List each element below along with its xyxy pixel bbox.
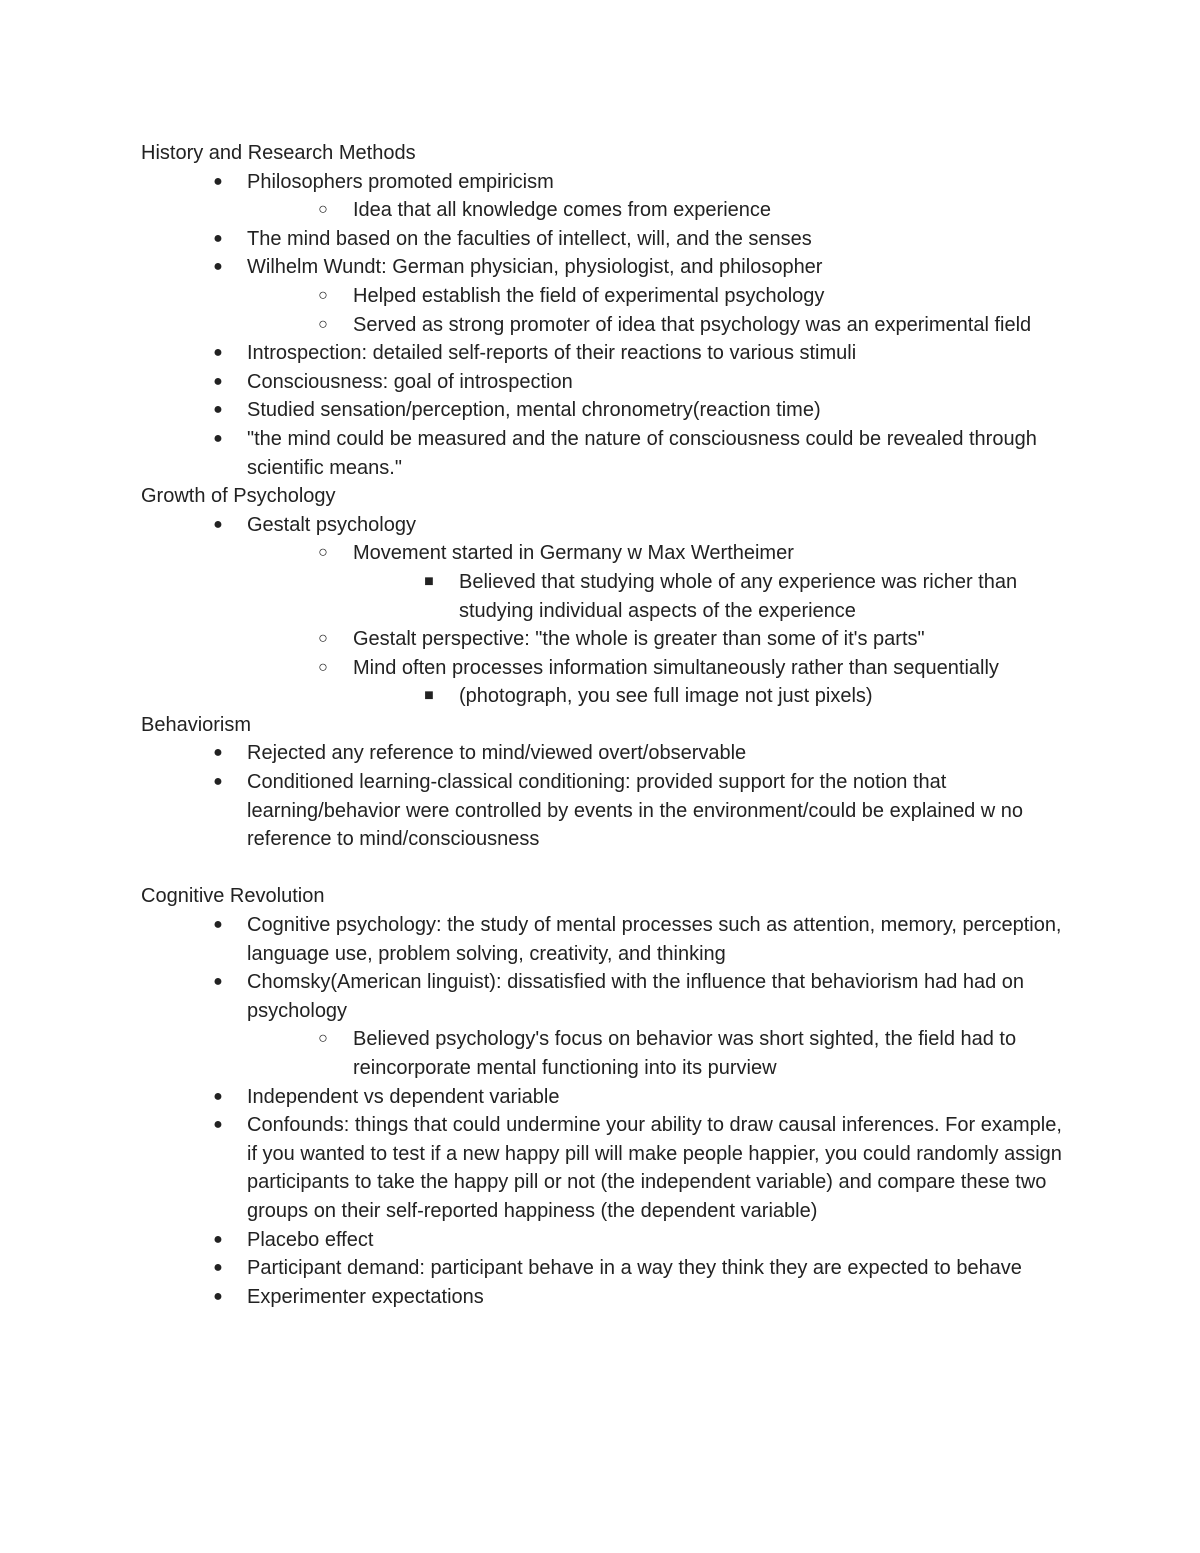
bullet-disc-icon: ● <box>213 1287 223 1305</box>
bullet-circle-icon: ○ <box>318 658 328 676</box>
list-item-text: Independent vs dependent variable <box>247 1085 560 1108</box>
list-item-text: Mind often processes information simultaneously rather than sequentially <box>353 656 999 679</box>
notes-content <box>141 139 1071 1311</box>
list-item <box>141 682 1071 711</box>
bullet-disc-icon: ● <box>213 344 223 362</box>
bullet-disc-icon: ● <box>213 258 223 276</box>
section-heading: History and Research Methods <box>141 142 416 164</box>
bullet-disc-icon: ● <box>213 429 223 447</box>
list-item-text: Cognitive psychology: the study of mental processes such as attention, memory, perception, language use, problem solving, creativity, and thinking <box>247 914 1062 965</box>
list-item <box>141 253 1071 282</box>
list-item <box>141 368 1071 397</box>
list-item-text: Consciousness: goal of introspection <box>247 370 573 393</box>
list-item-text: Confounds: things that could undermine your ability to draw causal inferences. For example, if you wanted to test if a new happy pill will make people happier, you could randomly assign participants to take the happy pill or not (the independent variable) and compare these two groups on their self-reported happiness (the dependent variable) <box>247 1114 1062 1222</box>
list-item <box>141 968 1071 1025</box>
bullet-disc-icon: ● <box>213 1116 223 1134</box>
list-item <box>141 311 1071 340</box>
bullet-disc-icon: ● <box>213 172 223 190</box>
list-item-text: Conditioned learning-classical conditioning: provided support for the notion that learning/behavior were controlled by events in the environment/could be explained w no reference to mind/consciousness <box>247 771 1024 851</box>
list-item-text: Philosophers promoted empiricism <box>247 170 554 193</box>
bullet-square-icon: ■ <box>424 572 434 590</box>
list-item-text: Believed psychology's focus on behavior was short sighted, the field had to reincorporate mental functioning into its purview <box>353 1028 1017 1079</box>
list-item <box>141 1283 1071 1312</box>
list-item-text: Served as strong promoter of idea that psychology was an experimental field <box>353 313 1032 336</box>
bullet-list <box>141 168 1071 483</box>
list-item-text: Wilhelm Wundt: German physician, physiologist, and philosopher <box>247 256 823 279</box>
list-item <box>141 1025 1071 1082</box>
bullet-disc-icon: ● <box>213 744 223 762</box>
bullet-list <box>141 739 1071 853</box>
list-item <box>141 1226 1071 1255</box>
bullet-disc-icon: ● <box>213 1087 223 1105</box>
list-item-text: Experimenter expectations <box>247 1285 484 1308</box>
list-item-text: Believed that studying whole of any experience was richer than studying individual aspects of the experience <box>459 570 1018 622</box>
section-heading: Growth of Psychology <box>141 485 336 508</box>
bullet-list <box>141 911 1071 1311</box>
list-item <box>141 282 1071 311</box>
list-item <box>141 654 1071 683</box>
bullet-circle-icon: ○ <box>318 315 328 333</box>
bullet-disc-icon: ● <box>213 229 223 247</box>
bullet-circle-icon: ○ <box>318 286 328 304</box>
list-item <box>141 1111 1071 1225</box>
list-item <box>141 339 1071 368</box>
list-item-text: Chomsky(American linguist): dissatisfied with the influence that behaviorism had had on psychology <box>247 971 1025 1022</box>
list-item <box>141 911 1071 968</box>
bullet-disc-icon: ● <box>213 1230 223 1248</box>
list-item-text: Movement started in Germany w Max Wertheimer <box>353 542 794 565</box>
list-item <box>141 1254 1071 1283</box>
list-item-text: Introspection: detailed self-reports of their reactions to various stimuli <box>247 342 857 365</box>
bullet-circle-icon: ○ <box>318 201 328 219</box>
list-item-text: Idea that all knowledge comes from experience <box>353 199 772 222</box>
bullet-disc-icon: ● <box>213 773 223 791</box>
bullet-disc-icon: ● <box>213 515 223 533</box>
list-item <box>141 768 1071 854</box>
list-item-text: Studied sensation/perception, mental chronometry(reaction time) <box>247 399 821 422</box>
bullet-disc-icon: ● <box>213 1259 223 1277</box>
list-item <box>141 396 1071 425</box>
list-item <box>141 425 1071 482</box>
bullet-square-icon: ■ <box>424 687 434 705</box>
blank-line <box>141 854 1071 883</box>
bullet-disc-icon: ● <box>213 372 223 390</box>
bullet-list <box>141 511 1071 711</box>
bullet-circle-icon: ○ <box>318 630 328 648</box>
bullet-circle-icon: ○ <box>318 1030 328 1048</box>
bullet-circle-icon: ○ <box>318 544 328 562</box>
list-item <box>141 625 1071 654</box>
list-item <box>141 225 1071 254</box>
list-item-text: "the mind could be measured and the nature of consciousness could be revealed through scientific means." <box>247 427 1037 479</box>
list-item <box>141 1083 1071 1112</box>
list-item-text: Placebo effect <box>247 1228 374 1251</box>
list-item <box>141 511 1071 540</box>
list-item-text: Helped establish the field of experimental psychology <box>353 284 825 307</box>
list-item-text: Rejected any reference to mind/viewed overt/observable <box>247 742 747 765</box>
list-item-text: (photograph, you see full image not just pixels) <box>459 685 873 708</box>
list-item-text: Participant demand: participant behave in a way they think they are expected to behave <box>247 1257 1022 1280</box>
bullet-disc-icon: ● <box>213 973 223 991</box>
list-item-text: The mind based on the faculties of intellect, will, and the senses <box>247 227 812 250</box>
section-heading: Cognitive Revolution <box>141 885 325 908</box>
list-item-text: Gestalt perspective: "the whole is greater than some of it's parts" <box>353 628 925 651</box>
section-heading: Behaviorism <box>141 713 252 736</box>
list-item <box>141 568 1071 625</box>
list-item <box>141 196 1071 225</box>
list-item <box>141 739 1071 768</box>
list-item-text: Gestalt psychology <box>247 513 416 536</box>
bullet-disc-icon: ● <box>213 916 223 934</box>
list-item <box>141 168 1071 197</box>
list-item <box>141 539 1071 568</box>
bullet-disc-icon: ● <box>213 401 223 419</box>
